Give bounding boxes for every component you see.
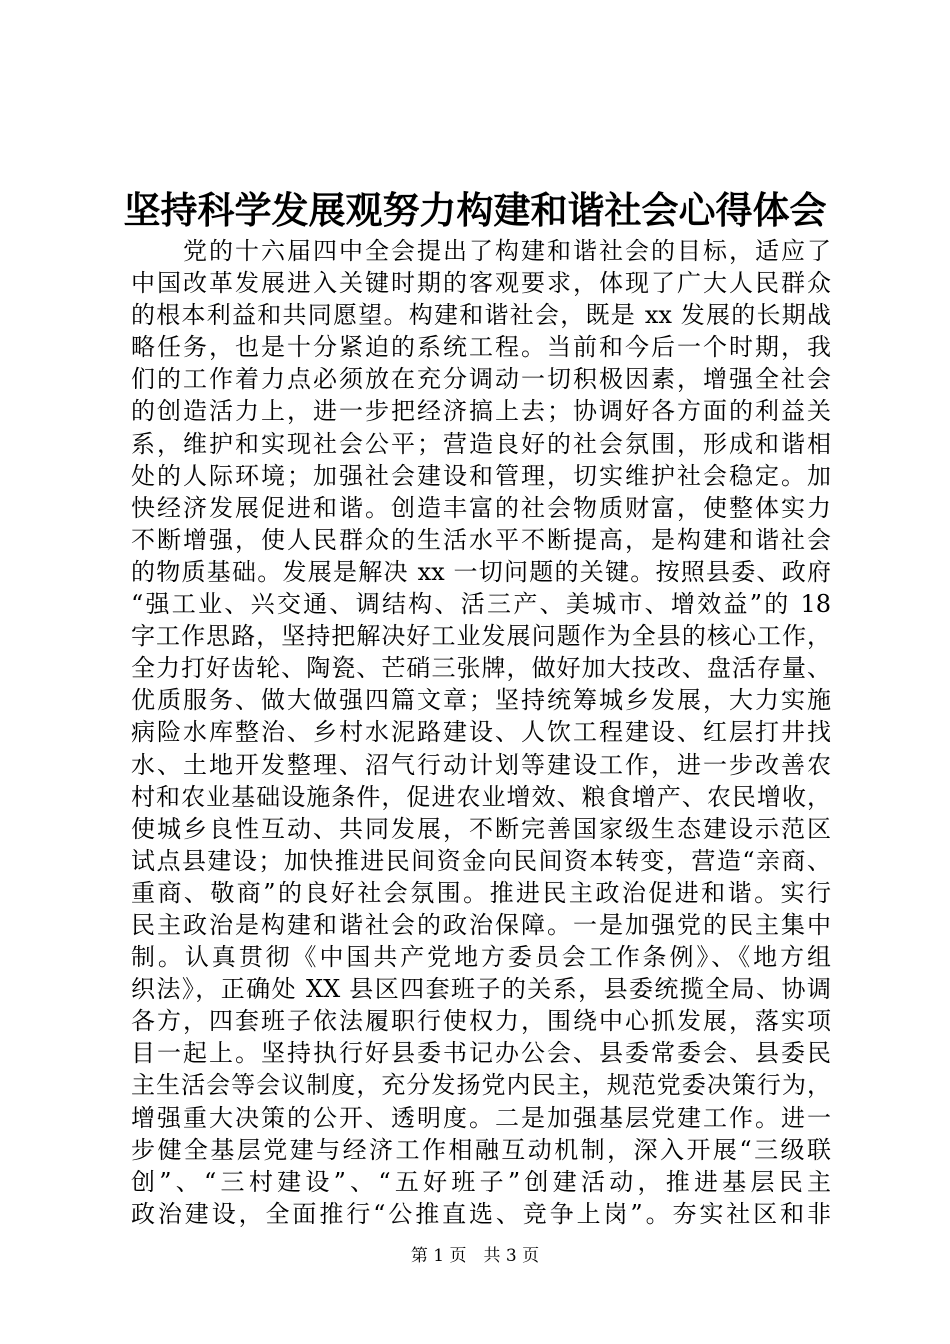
body-line: 不断增强，使人民群众的生活水平不断提高，是构建和谐社会 [131, 525, 831, 554]
body-line: 的创造活力上，进一步把经济搞上去；协调好各方面的利益关 [131, 397, 831, 426]
body-line: 政治建设，全面推行“公推直选、竞争上岗”。夯实社区和非 [131, 1199, 831, 1228]
body-line: 处的人际环境；加强社会建设和管理，切实维护社会稳定。加 [131, 461, 831, 490]
body-line: 步健全基层党建与经济工作相融互动机制，深入开展“三级联 [131, 1135, 831, 1164]
body-line: 病险水库整治、乡村水泥路建设、人饮工程建设、红层打井找 [131, 718, 831, 747]
body-line: 字工作思路，坚持把解决好工业发展问题作为全县的核心工作， [131, 622, 831, 651]
body-line: 中国改革发展进入关键时期的客观要求，体现了广大人民群众 [131, 269, 831, 298]
body-line: 民主政治是构建和谐社会的政治保障。一是加强党的民主集中 [131, 910, 831, 939]
body-line: 织法》，正确处 XX 县区四套班子的关系，县委统揽全局、协调 [131, 975, 831, 1004]
body-line: 水、土地开发整理、沼气行动计划等建设工作，进一步改善农 [131, 750, 831, 779]
body-line: 主生活会等会议制度，充分发扬党内民主，规范党委决策行为， [131, 1071, 831, 1100]
body-line: 创”、“三村建设”、“五好班子”创建活动，推进基层民主 [131, 1167, 831, 1196]
body-line: 们的工作着力点必须放在充分调动一切积极因素，增强全社会 [131, 365, 831, 394]
body-line: 快经济发展促进和谐。创造丰富的社会物质财富，使整体实力 [131, 493, 831, 522]
body-line: “强工业、兴交通、调结构、活三产、美城市、增效益”的 18 [131, 590, 831, 619]
body-line: 的根本利益和共同愿望。构建和谐社会，既是 xx 发展的长期战 [131, 301, 831, 330]
body-line: 的物质基础。发展是解决 xx 一切问题的关键。按照县委、政府 [131, 557, 831, 586]
body-line: 略任务，也是十分紧迫的系统工程。当前和今后一个时期，我 [131, 333, 831, 362]
body-line: 优质服务、做大做强四篇文章；坚持统筹城乡发展，大力实施 [131, 686, 831, 715]
body-line: 重商、敬商”的良好社会氛围。推进民主政治促进和谐。实行 [131, 878, 831, 907]
body-line: 系，维护和实现社会公平；营造良好的社会氛围，形成和谐相 [131, 429, 831, 458]
body-line: 使城乡良性互动、共同发展，不断完善国家级生态建设示范区 [131, 814, 831, 843]
body-line: 增强重大决策的公开、透明度。二是加强基层党建工作。进一 [131, 1103, 831, 1132]
body-line: 党的十六届四中全会提出了构建和谐社会的目标，适应了 [131, 237, 831, 265]
body-line: 村和农业基础设施条件，促进农业增效、粮食增产、农民增收， [131, 782, 831, 811]
body-line: 目一起上。坚持执行好县委书记办公会、县委常委会、县委民 [131, 1039, 831, 1068]
body-line: 制。认真贯彻《中国共产党地方委员会工作条例》、《地方组 [131, 943, 831, 972]
document-title: 坚持科学发展观努力构建和谐社会心得体会 [123, 188, 827, 232]
body-line: 试点县建设；加快推进民间资金向民间资本转变，营造“亲商、 [131, 846, 831, 875]
document-body [131, 235, 831, 1230]
body-line: 全力打好齿轮、陶瓷、芒硝三张牌，做好加大技改、盘活存量、 [131, 654, 831, 683]
body-line: 各方，四套班子依法履职行使权力，围绕中心抓发展，落实项 [131, 1007, 831, 1036]
page-footer: 第 1 页 共 3 页 [410, 1246, 540, 1266]
